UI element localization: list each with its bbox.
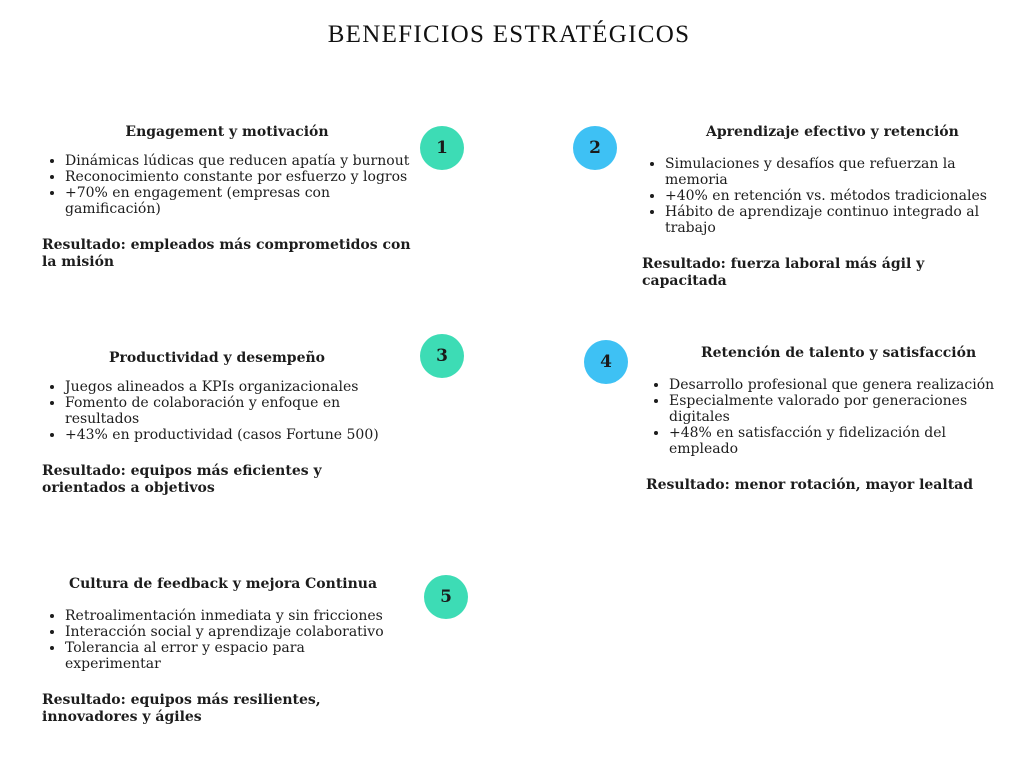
benefit-heading: Aprendizaje efectivo y retención [706,124,959,140]
benefit-list [42,379,392,443]
benefit-heading: Productividad y desempeño [108,350,325,366]
benefit-card-5 [42,576,404,726]
benefit-card-4 [646,345,1016,494]
benefit-list [42,608,404,672]
list-item: • Especialmente valorado por generaciones digitales [669,393,1016,425]
benefit-result: Resultado: empleados más comprometidos con la misión [42,237,411,270]
list-item: • +48% en satisfacción y fidelización del empleado [669,425,1016,457]
list-item: • Dinámicas lúdicas que reducen apatía y burnout [65,153,412,169]
benefit-list [646,377,1016,457]
benefit-card-2 [642,124,1012,290]
benefit-result: Resultado: equipos más resilientes, innovadores y ágiles [42,692,321,725]
list-item: • +43% en productividad (casos Fortune 500) [65,427,392,443]
list-item: • Juegos alineados a KPIs organizacionales [65,379,392,395]
list-item: • Interacción social y aprendizaje colaborativo [65,624,404,640]
benefit-heading: Cultura de feedback y mejora Continua [68,576,378,592]
list-item: • Fomento de colaboración y enfoque en resultados [65,395,392,427]
list-item: • Retroalimentación inmediata y sin fricciones [65,608,404,624]
list-item: • +40% en retención vs. métodos tradicionales [665,188,1012,204]
benefit-heading: Engagement y motivación [125,124,329,140]
list-item: • +70% en engagement (empresas con gamificación) [65,185,412,217]
number-badge-4: 4 [584,340,628,384]
number-badge-5: 5 [424,575,468,619]
benefit-result: Resultado: equipos más eficientes y orientados a objetivos [42,463,322,496]
benefit-card-3 [42,350,392,497]
list-item: • Simulaciones y desafíos que refuerzan la memoria [665,156,1012,188]
benefit-result: Resultado: fuerza laboral más ágil y capacitada [642,256,925,289]
number-badge-3: 3 [420,334,464,378]
list-item: • Reconocimiento constante por esfuerzo y logros [65,169,412,185]
list-item: • Tolerancia al error y espacio para experimentar [65,640,404,672]
page-title: BENEFICIOS ESTRATÉGICOS [327,21,691,48]
benefit-result: Resultado: menor rotación, mayor lealtad [646,477,974,493]
number-badge-2: 2 [573,126,617,170]
benefit-heading: Retención de talento y satisfacción [701,345,977,361]
list-item: • Hábito de aprendizaje continuo integrado al trabajo [665,204,1012,236]
benefit-list [642,156,1012,236]
number-badge-1: 1 [420,126,464,170]
benefit-card-1 [42,124,412,271]
list-item: • Desarrollo profesional que genera realización [669,377,1016,393]
benefit-list [42,153,412,217]
